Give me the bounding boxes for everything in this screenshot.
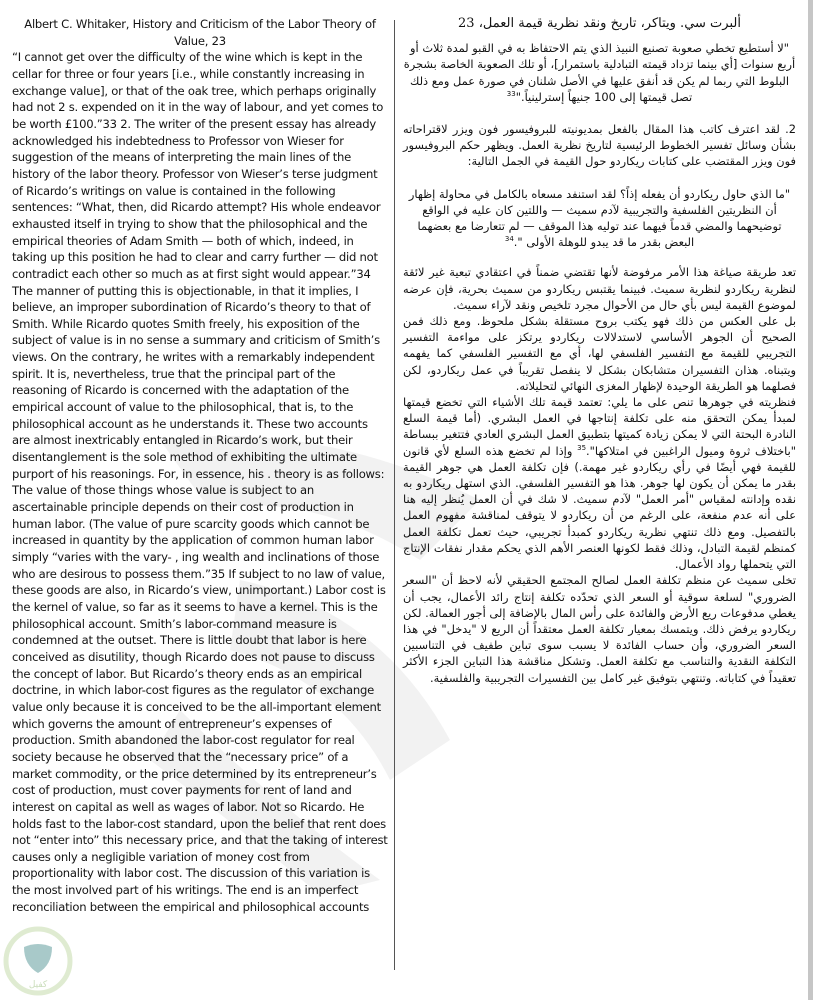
kafeel-logo-text: كفيل [28, 980, 48, 990]
footnote-ref-33: 33 [506, 90, 516, 99]
arabic-paragraph-5a: فنظريته في جوهرها تنص على ما يلي: تعتمد قيمة تلك الأشياء التي تخضع قيمتها لمبدأ يمكن التحقق منه على تكلفة إنتاجها في العمل البشري. (أما قيمة السلع النادرة البحتة التي لا يمكن زيادة كميتها بتطبيق العمل البشري العادي فتتغير ببساطة "باختلاف ثروة وميول الراغبين في امتلاكها". [403, 395, 796, 458]
footnote-ref-35: 35 [577, 443, 587, 452]
arabic-quote-2 [403, 186, 796, 251]
arabic-paragraph-2: 2. لقد اعترف كاتب هذا المقال بالفعل بمديونيته للبروفيسور فون ويزر لاقتراحاته بشأن وسائل تفسير الخطوط الرئيسية لتاريخ نظرية العمل. ويظهر حكم البروفيسور فون ويزر المقتضب على كتابات ريكاردو حول القيمة في الجمل التالية: [403, 122, 796, 169]
arabic-paragraph-6: تخلى سميث عن منظم تكلفة العمل لصالح المجتمع الحقيقي لأنه لاحظ أن "السعر الضروري" لسلعة سوقية أو السعر الذي تحدّده تكلفة إنتاج رائد الأعمال، يجب أن يغطي مدفوعات ريع الأرض والفائدة على رأس المال بالإضافة إلى أجور العمالة. لكن ريكاردو يرفض ذلك. ويتمسك بمعيار تكلفة العمل معتقداً أن الريع لا "يدخل" في هذا السعر الضروري، وأن حساب الفائدة لا يسبب سوى تباين طفيف في التناسبين التكلفة النقدية والتناسب مع تكلفة العمل. وتشكل مناقشة هذا التباين الجزء الأكثر تعقيداً في كتاباته. وتنتهي بتوفيق غير كامل بين التفسيرات التجريبية والفلسفية. [403, 573, 796, 685]
arabic-quote-2-text: "ما الذي حاول ريكاردو أن يفعله إذاً؟ لقد استنفد مسعاه بالكامل في محاولة إظهار أن النظريتين الفلسفية والتجريبية لآدم سميث — واللتين كان عليه في الواقع توضيحهما والمضي قدماً فيهما عند توليه هذا الموقف — لم تتعارضا مع بعضهما البعض بقدر ما قد يبدو للوهلة الأولى ". [408, 186, 791, 250]
arabic-paragraph-3: تعد طريقة صياغة هذا الأمر مرفوضة لأنها تقتضي ضمناً في اعتقادي تبعية غير لائقة لنظرية ريكاردو لنظرية سميث. فبينما يقتبس ريكاردو من سميث بحرية، فإن عرضه لموضوع القيمة ليس بأي حال من الأحوال مجرد تلخيص ونقد لآراء سميث. [403, 265, 796, 312]
footnote-ref-34: 34 [504, 235, 514, 244]
arabic-paragraph-5b: وإذا لم تخضع هذه السلع لأي قانون للقيمة فهي أيضًا في رأي ريكاردو غير مهمة.) فإن تكلفة العمل هي جوهر القيمة بقدر ما يمكن أن يكون لها جوهر. هذا هو التفسير الفلسفي. الذي استهل ريكاردو به نقده وإدانته لمقياس "أمر العمل" لآدم سميث. لا شك في أن العمل يُنظر إليه هنا على أنه عدم منفعة، على الرغم من أن ريكاردو لا يتوقف لمناقشة مفهوم العمل بالتفصيل. ومع ذلك تنتهي نظرية ريكاردو كمبدأ تجريبي، حيث تعمل تكلفة العمل كمنظم لقيمة التبادل، وذلك فقط لكونها العنصر الأهم الذي يحكم مقدار نفقات الإنتاج التي يتحملها رواد الأعمال. [403, 443, 796, 572]
arabic-paragraph-5 [403, 394, 796, 572]
english-column [12, 16, 388, 915]
arabic-quote-1 [403, 40, 796, 105]
scrollbar-track[interactable] [808, 0, 813, 1000]
scrollbar-thumb[interactable] [808, 0, 813, 1000]
arabic-paragraph-4: بل على العكس من ذلك فهو يكتب بروح مستقلة بشكل ملحوظ. ومع ذلك فمن الصحيح أن الجوهر الأساسي لاستدلالات ريكاردو يرتكز على مواءمة التفسير التجريبي للقيمة مع التفسير الفلسفي لها، أي مع التفسير الفلسفي كما يفهمه ويتبناه. هذان التفسيران متشابكان بشكل لا ينفصل تقريباً في عمل ريكاردو، لكن فصلهما هو الطريقة الوحيدة لإظهار المغزى النهائي لتحليلاته. [403, 314, 796, 393]
kafeel-logo [2, 925, 74, 997]
english-title: Albert C. Whitaker, History and Criticism of the Labor Theory of Value, 23 [24, 17, 376, 48]
arabic-quote-1-text: "لا أستطيع تخطي صعوبة تصنيع النبيذ الذي يتم الاحتفاظ به في القبو لمدة ثلاث أو أربع سنوات [أي بينما تزداد قيمته التبادلية باستمرار]، أو تلك الصعوبة الخاصة بشجرة البلوط التي ربما لم يكن قد أنفق عليها في الأصل شلنان في صورة عمل ومع ذلك تصل قيمتها إلى 100 جنيهاً إسترلينياً." [403, 41, 796, 104]
english-body: “I cannot get over the difficulty of the wine which is kept in the cellar for three or four years [i.e., while constantly increasing in exchange value], or that of the oak tree, which perhaps originally had not 2 s. expended on it in the way of labour, and yet comes to be worth £100.”33 2. The writer of the present essay has already acknowledged his indebtedness to Professor von Wieser for suggestion of the means of interpreting the main lines of the history of the labor theory. Professor von Wieser’s terse judgment of Ricardo’s writings on value is contained in the following sentences: “What, then, did Ricardo attempt? His whole endeavor exhausted itself in trying to show that the philosophical and the empirical theories of Adam Smith — both of which, indeed, in taking up this position he had to clear and carry further — did not contradict each other so much as at first sight would appear.”34 The manner of putting this is objectionable, in that it implies, I believe, an improper subordination of Ricardo’s theory to that of Smith. While Ricardo quotes Smith freely, his exposition of the subject of value is in no sense a summary and criticism of Smith’s views. On the contrary, he writes with a remarkably independent spirit. It is, nevertheless, true that the principal part of the reasoning of Ricardo is concerned with the adaptation of the empirical account of value to the philosophical, that is, to the philosophical account as he understands it. These two accounts are almost inextricably entangled in Ricardo’s work, but their disentanglement is the sole method of exhibiting the ultimate purport of his reasonings. For, in essence, his . theory is as follows: The value of those things whose value is subject to an ascertainable principle depends on their cost of production in human labor. (The value of pure scarcity goods which cannot be increased in quantity by the application of common human labor simply “varies with the vary- , ing wealth and inclinations of those who are desirous to possess them.”35 If subject to no law of value, these goods are also, in Ricardo’s view, unimportant.) Labor cost is the kernel of value, so far as it seems to have a kernel. This is the philosophical account. Smith’s labor-command measure is condemned at the outset. There is little doubt that labor is here conceived as disutility, though Ricardo does not pause to discuss the concept of labor. But Ricardo’s theory ends as an empirical doctrine, in which labor-cost figures as the regulator of exchange value only because it is conceived to be the all-important element which governs the amount of entrepreneur’s expenses of production. Smith abandoned the labor-cost regulator for real society because he observed that the “necessary price” of a market commodity, or the price determined by its entrepreneur’s cost of production, must cover payments for rent of land and interest on capital as well as wages of labor. Not so Ricardo. He holds fast to the labor-cost standard, upon the belief that rent does not “enter into” this necessary price, and that the taking of interest causes only a negligible variation of money cost from proportionality with labor cost. The discussion of this variation is the most involved part of his writings. The end is an imperfect reconciliation between the empirical and philosophical accounts [12, 50, 388, 914]
arabic-column [403, 16, 796, 686]
column-divider [394, 20, 395, 970]
arabic-title: ألبرت سي. ويتاكر، تاريخ ونقد نظرية قيمة العمل، 23 [458, 16, 741, 31]
